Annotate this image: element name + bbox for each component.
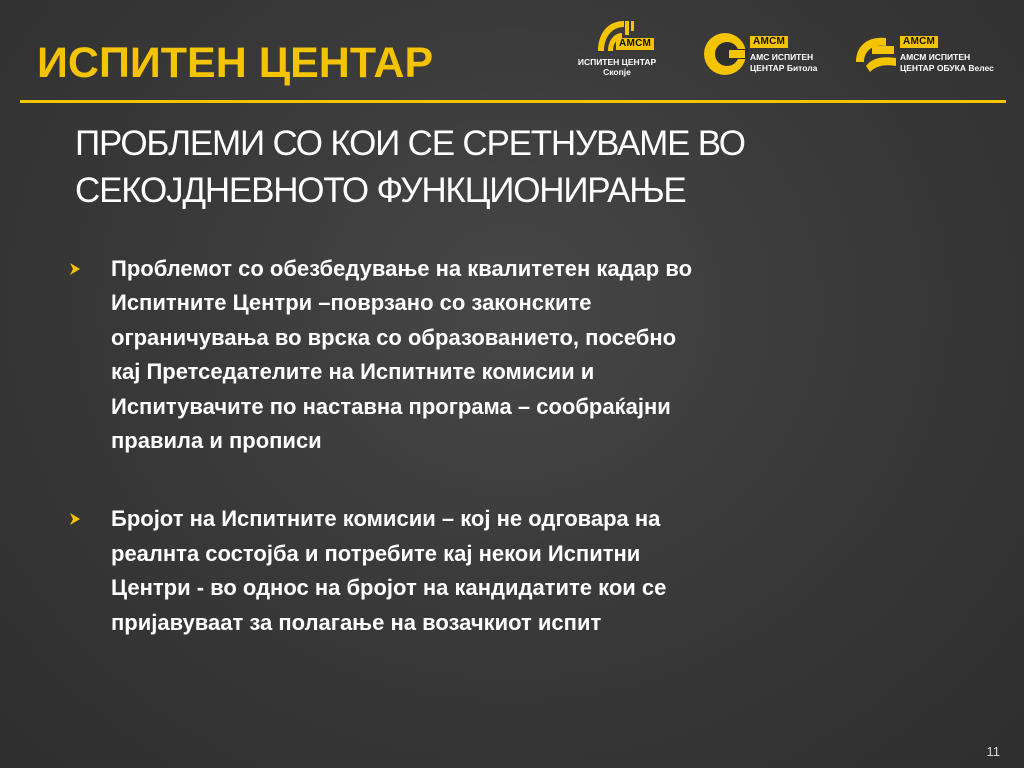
page-number: 11 xyxy=(986,744,1000,759)
logo-line: ЦЕНТАР Битола xyxy=(750,63,818,73)
bullet-list xyxy=(60,252,880,640)
amsm-bitola-mark-icon xyxy=(702,30,748,78)
bullet-line: кај Претседателите на Испитните комисии и xyxy=(111,359,595,385)
logo-amsm-veles xyxy=(852,30,1002,82)
bullet-line: Проблемот со обезбедување на квалитетен кадар во xyxy=(111,256,693,281)
amsm-skopje-mark-icon xyxy=(594,17,638,57)
bullet-item xyxy=(60,252,880,458)
logo-badge: АМСМ xyxy=(750,36,788,48)
arrow-bullet-icon xyxy=(68,262,82,276)
bullet-line: Центри - во однос на бројот на кандидатите кои се xyxy=(111,575,667,601)
slide-subtitle xyxy=(75,120,895,214)
bullet-line: Испитните Центри –поврзано со законските xyxy=(111,290,592,316)
logo-badge: АМСМ xyxy=(616,38,654,50)
bullet-line: Испитувачите по наставна програма – сообраќајни xyxy=(111,393,671,419)
logo-line: АМС ИСПИТЕН xyxy=(750,52,814,62)
bullet-line: правила и прописи xyxy=(111,428,322,454)
arrow-bullet-icon xyxy=(68,512,82,526)
bullet-line: пријавуваат за полагање на возачкиот испит xyxy=(111,609,602,635)
bullet-line: ограничувања во врска со образованието, посебно xyxy=(111,324,677,350)
logo-line: ИСПИТЕН ЦЕНТАР xyxy=(577,57,657,67)
logo-ams-bitola xyxy=(702,30,828,82)
subtitle-line: ПРОБЛЕМИ СО КОИ СЕ СРЕТНУВАМЕ ВО xyxy=(75,124,745,163)
bullet-item xyxy=(60,502,880,640)
bullet-line: реалнта состојба и потребите кај некои Испитни xyxy=(111,540,641,566)
logo-line: АМСМ ИСПИТЕН xyxy=(900,52,971,62)
logo-line: ЦЕНТАР ОБУКА Велес xyxy=(900,63,994,73)
subtitle-line: СЕКОЈДНЕВНОТО ФУНКЦИОНИРАЊЕ xyxy=(75,171,686,210)
amsm-veles-mark-icon xyxy=(852,32,898,78)
logo-amsm-skopje xyxy=(566,17,666,81)
header-divider xyxy=(20,100,1006,103)
bullet-line: Бројот на Испитните комисии – кој не одговара на xyxy=(111,506,661,532)
logo-badge: АМСМ xyxy=(900,36,938,48)
logo-line: Скопје xyxy=(603,67,631,77)
page-title: ИСПИТЕН ЦЕНТАР xyxy=(37,39,434,87)
